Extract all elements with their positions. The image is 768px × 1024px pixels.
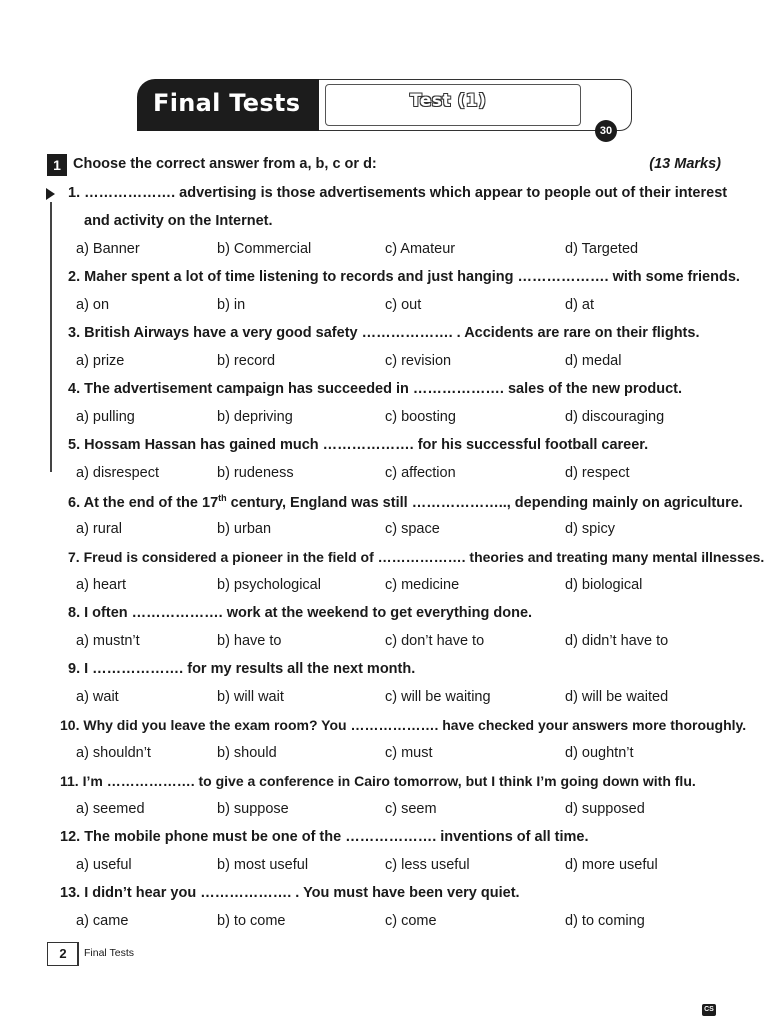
question-text: The mobile phone must be one of the ………………. inventions of all time.	[84, 829, 589, 845]
question	[60, 773, 696, 789]
option-b[interactable]: b) to come	[217, 913, 286, 929]
scanner-logo-icon: CS	[702, 1004, 716, 1016]
question-number: 12.	[60, 829, 81, 845]
options-row	[0, 857, 768, 877]
question-text: Why did you leave the exam room? You ………………. have checked your answers more thoroughly.	[83, 717, 747, 733]
section-number: 1	[47, 154, 67, 176]
option-b[interactable]: b) Commercial	[217, 241, 312, 257]
question	[68, 269, 740, 285]
option-c[interactable]: c) will be waiting	[385, 689, 491, 705]
question	[68, 605, 532, 621]
question-number: 6.	[68, 494, 81, 511]
test-number-badge: 30	[595, 120, 617, 142]
option-d[interactable]: d) biological	[565, 577, 643, 593]
question-number: 9.	[68, 661, 81, 677]
option-b[interactable]: b) should	[217, 745, 277, 761]
options-row	[0, 465, 768, 485]
option-a[interactable]: a) mustn’t	[76, 633, 140, 649]
option-d[interactable]: d) oughtn’t	[565, 745, 634, 761]
page-title: Final Tests	[153, 89, 301, 117]
option-a[interactable]: a) came	[76, 913, 129, 929]
question-number: 4.	[68, 381, 81, 397]
option-b[interactable]: b) depriving	[217, 409, 293, 425]
option-c[interactable]: c) boosting	[385, 409, 456, 425]
options-row	[0, 913, 768, 933]
question-text: I ………………. for my results all the next month.	[84, 661, 416, 677]
option-d[interactable]: d) medal	[565, 353, 622, 369]
question-number: 5.	[68, 437, 81, 453]
footer-label: Final Tests	[84, 947, 134, 959]
options-row	[0, 241, 768, 261]
question-number: 3.	[68, 325, 81, 341]
question-number: 10.	[60, 717, 80, 733]
question-text: The advertisement campaign has succeeded in ………………. sales of the new product.	[84, 381, 682, 397]
question-number: 11.	[60, 773, 79, 789]
question	[68, 493, 743, 511]
option-d[interactable]: d) to coming	[565, 913, 645, 929]
option-d[interactable]: d) supposed	[565, 801, 645, 817]
option-b[interactable]: b) record	[217, 353, 276, 369]
options-row	[0, 521, 768, 541]
question-number: 7.	[68, 549, 80, 565]
options-row	[0, 633, 768, 653]
option-d[interactable]: d) didn’t have to	[565, 633, 669, 649]
option-a[interactable]: a) prize	[76, 353, 125, 369]
option-c[interactable]: c) revision	[385, 353, 452, 369]
question-number: 8.	[68, 605, 81, 621]
question-number: 1.	[68, 185, 81, 201]
option-b[interactable]: b) psychological	[217, 577, 321, 593]
section-instruction: Choose the correct answer from a, b, c or d:	[73, 156, 377, 172]
option-b[interactable]: b) in	[217, 297, 246, 313]
option-c[interactable]: c) space	[385, 521, 440, 537]
banner-title-block	[137, 79, 319, 131]
option-c[interactable]: c) seem	[385, 801, 437, 817]
option-b[interactable]: b) have to	[217, 633, 282, 649]
page-number: 2	[47, 942, 78, 966]
option-d[interactable]: d) will be waited	[565, 689, 669, 705]
option-b[interactable]: b) suppose	[217, 801, 289, 817]
option-a[interactable]: a) heart	[76, 577, 126, 593]
option-c[interactable]: c) Amateur	[385, 241, 456, 257]
question-text-post: century, England was still ……………….., depending mainly on agriculture.	[226, 494, 743, 511]
arrow-marker-icon	[46, 188, 55, 200]
option-d[interactable]: d) more useful	[565, 857, 658, 873]
option-a[interactable]: a) Banner	[76, 241, 140, 257]
header-banner	[137, 79, 633, 131]
options-row	[0, 353, 768, 373]
question	[68, 661, 415, 677]
question	[68, 549, 764, 565]
option-a[interactable]: a) shouldn’t	[76, 745, 151, 761]
section-marks: (13 Marks)	[649, 156, 721, 172]
option-a[interactable]: a) on	[76, 297, 110, 313]
option-d[interactable]: d) Targeted	[565, 241, 639, 257]
option-a[interactable]: a) pulling	[76, 409, 135, 425]
option-b[interactable]: b) rudeness	[217, 465, 294, 481]
question	[60, 885, 520, 901]
options-row	[0, 297, 768, 317]
option-a[interactable]: a) wait	[76, 689, 119, 705]
option-c[interactable]: c) medicine	[385, 577, 460, 593]
question-text: Maher spent a lot of time listening to records and just hanging ………………. with some friends.	[84, 269, 740, 285]
option-a[interactable]: a) useful	[76, 857, 132, 873]
option-c[interactable]: c) don’t have to	[385, 633, 485, 649]
option-b[interactable]: b) will wait	[217, 689, 284, 705]
option-b[interactable]: b) urban	[217, 521, 272, 537]
option-c[interactable]: c) less useful	[385, 857, 470, 873]
option-b[interactable]: b) most useful	[217, 857, 309, 873]
option-c[interactable]: c) must	[385, 745, 433, 761]
question-text: Freud is considered a pioneer in the field of ………………. theories and treating many mental illnesses.	[83, 549, 765, 565]
options-row	[0, 689, 768, 709]
page-number-divider	[77, 942, 79, 966]
option-a[interactable]: a) disrespect	[76, 465, 160, 481]
option-c[interactable]: c) come	[385, 913, 437, 929]
option-d[interactable]: d) respect	[565, 465, 630, 481]
question	[68, 381, 682, 397]
option-d[interactable]: d) at	[565, 297, 595, 313]
superscript: th	[218, 493, 227, 503]
options-row	[0, 409, 768, 429]
question-number: 2.	[68, 269, 81, 285]
question-text: ………………. advertising is those advertisements which appear to people out of their interest	[84, 185, 728, 201]
option-d[interactable]: d) discouraging	[565, 409, 665, 425]
question-text: I often ………………. work at the weekend to get everything done.	[84, 605, 533, 621]
options-row	[0, 801, 768, 821]
question	[68, 325, 699, 341]
question	[68, 185, 727, 201]
question-text: Hossam Hassan has gained much ………………. for his successful football career.	[84, 437, 649, 453]
option-c[interactable]: c) out	[385, 297, 422, 313]
question-text: British Airways have a very good safety ………………. . Accidents are rare on their flights.	[84, 325, 700, 341]
option-a[interactable]: a) seemed	[76, 801, 145, 817]
question-continuation: and activity on the Internet.	[84, 213, 273, 229]
test-label: Test (1)	[410, 91, 487, 111]
options-row	[0, 745, 768, 765]
question-text: I didn’t hear you ………………. . You must have been very quiet.	[84, 885, 520, 901]
question	[60, 717, 746, 733]
option-a[interactable]: a) rural	[76, 521, 122, 537]
question-text	[84, 495, 743, 511]
question-text-pre: At the end of the 17	[83, 494, 219, 511]
option-c[interactable]: c) affection	[385, 465, 456, 481]
question	[68, 437, 648, 453]
question-text: I’m ………………. to give a conference in Cairo tomorrow, but I think I’m going down with flu.	[82, 773, 696, 789]
option-d[interactable]: d) spicy	[565, 521, 615, 537]
question-number: 13.	[60, 885, 81, 901]
banner-test-box	[319, 79, 632, 131]
options-row	[0, 577, 768, 597]
banner-inner-frame	[325, 84, 581, 126]
question	[60, 829, 589, 845]
